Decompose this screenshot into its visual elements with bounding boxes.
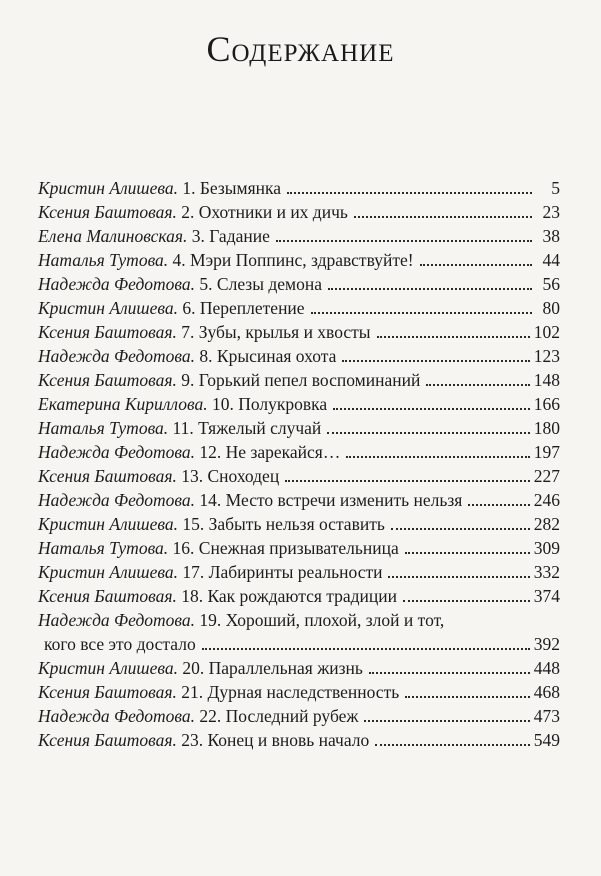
- toc-leader-dots: [346, 456, 529, 458]
- toc-entry-text: [38, 680, 399, 704]
- toc-entry-title: 7. Зубы, крылья и хвосты: [176, 322, 371, 342]
- toc-entry: [38, 584, 560, 608]
- toc-entry-author: Кристин Алишева.: [38, 562, 178, 582]
- toc-entry-author: Кристин Алишева.: [38, 178, 178, 198]
- toc-entry-page: 44: [542, 250, 560, 270]
- toc-entry-author: Ксения Баштовая.: [38, 682, 177, 702]
- toc-entry-text: [38, 224, 270, 248]
- toc-entry-page: 448: [533, 658, 560, 678]
- toc-leader-dots: [405, 552, 530, 554]
- toc-entry-text: [38, 248, 414, 272]
- toc-entry-page: 148: [533, 370, 560, 390]
- toc-entry-text: [38, 416, 321, 440]
- table-of-contents: [38, 176, 560, 752]
- toc-entry-text: [38, 296, 305, 320]
- toc-leader-dots: [342, 360, 529, 362]
- toc-leader-dots: [328, 288, 532, 290]
- toc-entry-author: Ксения Баштовая.: [38, 466, 177, 486]
- toc-entry-text: [38, 272, 322, 296]
- toc-entry-author: Наталья Тутова.: [38, 250, 169, 270]
- toc-entry-text: [38, 176, 281, 200]
- toc-entry: [38, 248, 560, 272]
- toc-entry-text: [38, 560, 382, 584]
- toc-entry-title: 17. Лабиринты реальности: [177, 562, 383, 582]
- toc-entry-text: [38, 464, 279, 488]
- toc-entry: [38, 200, 560, 224]
- toc-entry-page: 197: [533, 442, 560, 462]
- toc-leader-dots: [420, 264, 532, 266]
- toc-leader-dots: [287, 192, 532, 194]
- toc-entry-author: Ксения Баштовая.: [38, 730, 177, 750]
- toc-entry: [38, 488, 560, 512]
- toc-leader-dots: [468, 504, 529, 506]
- toc-leader-dots: [311, 312, 532, 314]
- toc-leader-dots: [405, 696, 530, 698]
- toc-entry-author: Наталья Тутова.: [38, 418, 169, 438]
- toc-entry-page: 473: [533, 706, 560, 726]
- toc-entry-page: 246: [533, 490, 560, 510]
- toc-entry-title: 14. Место встречи изменить нельзя: [195, 490, 463, 510]
- toc-entry-page: 56: [542, 274, 560, 294]
- toc-leader-dots: [426, 384, 529, 386]
- toc-entry-title: 9. Горький пепел воспоминаний: [176, 370, 421, 390]
- toc-entry-title: 4. Мэри Поппинс, здравствуйте!: [168, 250, 414, 270]
- toc-entry-text: [38, 488, 462, 512]
- toc-leader-dots: [369, 672, 530, 674]
- page-title: Содержание: [206, 29, 395, 69]
- toc-entry-text: [38, 656, 363, 680]
- toc-entry-author: Ксения Баштовая.: [38, 202, 177, 222]
- toc-entry-page: 374: [533, 586, 560, 606]
- toc-leader-dots: [333, 408, 530, 410]
- toc-entry-title: 23. Конец и вновь начало: [176, 730, 370, 750]
- toc-leader-dots: [375, 744, 529, 746]
- toc-entry-author: Наталья Тутова.: [38, 538, 169, 558]
- toc-leader-dots: [285, 480, 530, 482]
- toc-entry-title: 8. Крысиная охота: [195, 346, 337, 366]
- toc-entry-page: 227: [533, 466, 560, 486]
- toc-entry-text: [38, 392, 327, 416]
- toc-entry-author: Надежда Федотова.: [38, 490, 196, 510]
- toc-entry-title: 1. Безымянка: [177, 178, 282, 198]
- toc-entry-text: [38, 704, 358, 728]
- toc-entry: [38, 416, 560, 440]
- toc-entry-text: [38, 536, 399, 560]
- toc-entry-author: Надежда Федотова.: [38, 274, 196, 294]
- toc-entry: [38, 296, 560, 320]
- toc-entry-title: 2. Охотники и их дичь: [176, 202, 348, 222]
- toc-entry-page: 282: [533, 514, 560, 534]
- toc-entry-text: [38, 320, 371, 344]
- toc-entry-title: 12. Не зарекайся…: [195, 442, 341, 462]
- toc-entry-text: [38, 344, 336, 368]
- toc-entry: [38, 680, 560, 704]
- toc-entry-author: Кристин Алишева.: [38, 298, 178, 318]
- toc-entry-text: [38, 440, 340, 464]
- toc-entry-author: Кристин Алишева.: [38, 514, 178, 534]
- toc-entry: [38, 560, 560, 584]
- toc-entry-title: 10. Полукровка: [207, 394, 328, 414]
- toc-entry-title: 22. Последний рубеж: [195, 706, 359, 726]
- toc-entry: [38, 392, 560, 416]
- toc-entry-line2: [38, 632, 560, 656]
- toc-entry-page: 102: [533, 322, 560, 342]
- toc-entry-title: 21. Дурная наследственность: [176, 682, 400, 702]
- toc-entry-line1: [38, 608, 560, 632]
- toc-entry: [38, 440, 560, 464]
- toc-leader-dots: [364, 720, 529, 722]
- toc-entry-page: 123: [533, 346, 560, 366]
- toc-entry-title: 18. Как рождаются традиции: [176, 586, 398, 606]
- toc-entry-author: Надежда Федотова.: [38, 610, 196, 630]
- toc-entry-page: 80: [542, 298, 560, 318]
- toc-entry-author: Екатерина Кириллова.: [38, 394, 208, 414]
- toc-entry-page: 468: [533, 682, 560, 702]
- toc-leader-dots: [354, 216, 532, 218]
- toc-entry-text: [38, 728, 369, 752]
- toc-leader-dots: [403, 600, 530, 602]
- toc-leader-dots: [377, 336, 530, 338]
- toc-entry-author: Елена Малиновская.: [38, 226, 188, 246]
- toc-entry-author: Надежда Федотова.: [38, 346, 196, 366]
- toc-leader-dots: [327, 432, 529, 434]
- toc-entry-author: Надежда Федотова.: [38, 706, 196, 726]
- toc-entry: [38, 272, 560, 296]
- toc-entry-title: 19. Хороший, плохой, злой и тот,: [195, 610, 445, 630]
- toc-entry-title: 5. Слезы демона: [195, 274, 322, 294]
- toc-entry: [38, 656, 560, 680]
- toc-entry-author: Надежда Федотова.: [38, 442, 196, 462]
- toc-entry-author: Кристин Алишева.: [38, 658, 178, 678]
- toc-entry-page: 392: [533, 634, 560, 654]
- toc-entry-page: 332: [533, 562, 560, 582]
- toc-entry: [38, 728, 560, 752]
- toc-entry-author: Ксения Баштовая.: [38, 586, 177, 606]
- toc-entry-title: 11. Тяжелый случай: [168, 418, 322, 438]
- toc-entry-title: 3. Гадание: [187, 226, 270, 246]
- toc-entry-title-continued: кого все это достало: [44, 634, 196, 654]
- toc-entry-author: Ксения Баштовая.: [38, 322, 177, 342]
- toc-entry: [38, 224, 560, 248]
- toc-entry-text: [38, 584, 397, 608]
- toc-entry: [38, 608, 560, 656]
- toc-entry-page: 549: [533, 730, 560, 750]
- toc-entry-author: Ксения Баштовая.: [38, 370, 177, 390]
- toc-entry: [38, 536, 560, 560]
- toc-entry-page: 5: [551, 178, 560, 198]
- toc-entry: [38, 320, 560, 344]
- toc-entry-page: 38: [542, 226, 560, 246]
- toc-leader-dots: [391, 528, 530, 530]
- toc-entry: [38, 344, 560, 368]
- toc-entry-page: 166: [533, 394, 560, 414]
- toc-entry: [38, 464, 560, 488]
- toc-entry-title: 20. Параллельная жизнь: [177, 658, 363, 678]
- toc-entry-title: 15. Забыть нельзя оставить: [177, 514, 385, 534]
- toc-entry-title: 16. Снежная призывательница: [168, 538, 399, 558]
- toc-entry-page: 23: [542, 202, 560, 222]
- toc-entry: [38, 704, 560, 728]
- toc-leader-dots: [276, 240, 532, 242]
- toc-leader-dots: [202, 648, 530, 650]
- toc-entry: [38, 368, 560, 392]
- toc-entry-page: 309: [533, 538, 560, 558]
- toc-leader-dots: [388, 576, 529, 578]
- toc-entry: [38, 512, 560, 536]
- toc-entry-title: 13. Сноходец: [176, 466, 280, 486]
- toc-entry-page: 180: [533, 418, 560, 438]
- toc-entry-text: [38, 512, 385, 536]
- toc-entry: [38, 176, 560, 200]
- toc-entry-text: [38, 368, 420, 392]
- toc-entry-title: 6. Переплетение: [177, 298, 305, 318]
- toc-entry-text: [38, 200, 348, 224]
